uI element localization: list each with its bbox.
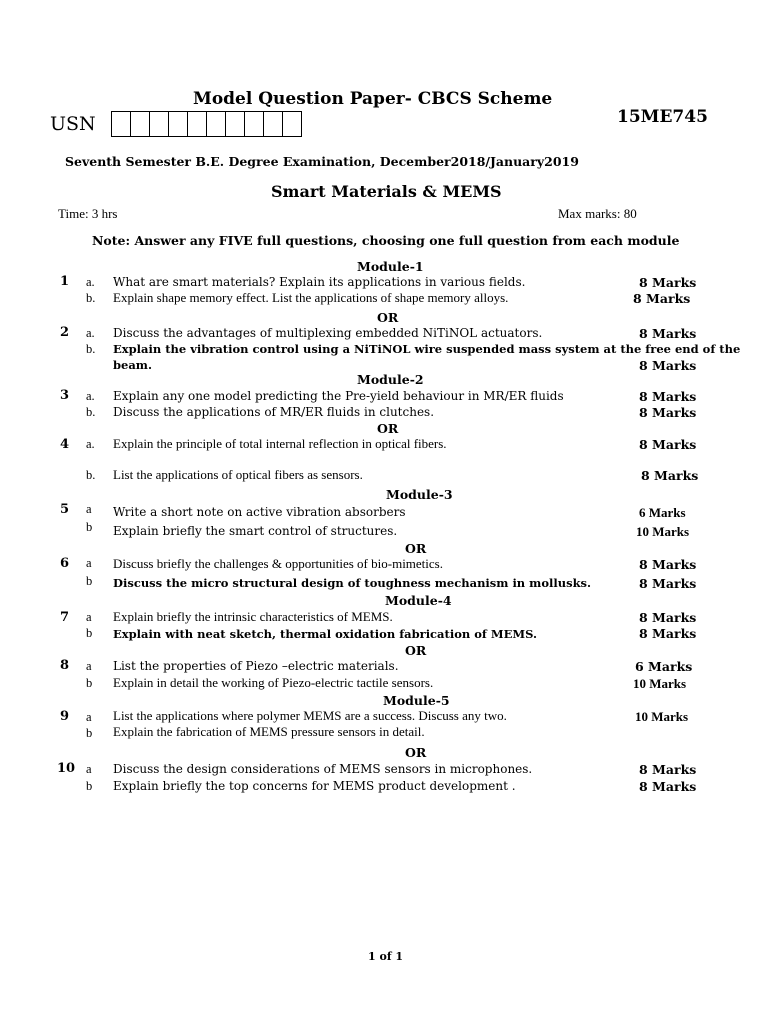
question-number: 8 (60, 658, 70, 673)
question-text: Discuss the micro structural design of toughness mechanism in mollusks. (113, 576, 592, 590)
part-label: a. (86, 275, 95, 289)
question-marks: 8 Marks (639, 326, 697, 341)
part-label: b. (86, 468, 96, 482)
part-label: b (86, 574, 93, 588)
question-text: Explain shape memory effect. List the applications of shape memory alloys. (113, 290, 509, 305)
question-number: 2 (60, 325, 70, 340)
question-marks: 6 Marks (635, 659, 693, 674)
question-text: Explain with neat sketch, thermal oxidation fabrication of MEMS. (113, 627, 537, 641)
part-label: a. (86, 389, 95, 403)
question-text: What are smart materials? Explain its applications in various fields. (113, 275, 526, 289)
question-text: Explain the principle of total internal reflection in optical fibers. (113, 436, 447, 451)
course-code: 15ME745 (617, 107, 708, 127)
question-number: 7 (60, 610, 70, 625)
usn-label: USN (50, 113, 96, 135)
question-marks: 8 Marks (633, 291, 691, 306)
part-label: a (86, 710, 92, 724)
question-text: List the applications where polymer MEMS are a success. Discuss any two. (113, 708, 507, 723)
question-text: Write a short note on active vibration absorbers (113, 505, 406, 519)
question-marks: 8 Marks (639, 437, 697, 452)
question-number: 10 (57, 761, 76, 776)
question-number: 4 (60, 437, 70, 452)
usn-box (244, 111, 264, 137)
paper-title: Model Question Paper- CBCS Scheme (193, 89, 553, 109)
usn-box (225, 111, 245, 137)
module-heading: Module-5 (383, 693, 450, 708)
part-label: a (86, 502, 92, 516)
question-text: List the properties of Piezo –electric materials. (113, 659, 399, 673)
part-label: a. (86, 326, 95, 340)
question-text: Explain any one model predicting the Pre-yield behaviour in MR/ER fluids (113, 389, 564, 403)
usn-box (130, 111, 150, 137)
max-marks: Max marks: 80 (558, 206, 637, 221)
subject-title: Smart Materials & MEMS (271, 182, 502, 201)
part-label: b (86, 779, 93, 793)
question-marks: 8 Marks (639, 762, 697, 777)
or-separator: OR (405, 745, 427, 760)
question-number: 1 (60, 274, 70, 289)
question-text: Discuss the applications of MR/ER fluids in clutches. (113, 405, 435, 419)
question-marks: 8 Marks (639, 779, 697, 794)
question-marks: 8 Marks (639, 405, 697, 420)
question-text: Discuss the advantages of multiplexing embedded NiTiNOL actuators. (113, 326, 543, 340)
question-marks: 8 Marks (639, 610, 697, 625)
part-label: b. (86, 291, 96, 305)
instruction-note: Note: Answer any FIVE full questions, choosing one full question from each module (92, 233, 680, 248)
question-marks: 8 Marks (639, 275, 697, 290)
exam-title: Seventh Semester B.E. Degree Examination, December2018/January2019 (65, 154, 579, 169)
question-number: 5 (60, 502, 70, 517)
or-separator: OR (405, 541, 427, 556)
usn-box (206, 111, 226, 137)
part-label: b (86, 626, 93, 640)
question-number: 6 (60, 556, 70, 571)
question-marks: 8 Marks (639, 358, 697, 373)
usn-box (187, 111, 207, 137)
question-marks: 10 Marks (635, 709, 689, 724)
part-label: a. (86, 437, 95, 451)
question-text: Explain briefly the intrinsic characteristics of MEMS. (113, 609, 393, 624)
question-number: 9 (60, 709, 70, 724)
part-label: b. (86, 405, 96, 419)
question-text-cont: beam. (113, 358, 152, 372)
question-text: Discuss the design considerations of MEMS sensors in microphones. (113, 762, 533, 776)
usn-box (263, 111, 283, 137)
question-text: Explain the vibration control using a NiTiNOL wire suspended mass system at the free end of the (113, 342, 741, 356)
part-label: a (86, 762, 92, 776)
or-separator: OR (405, 643, 427, 658)
part-label: b (86, 676, 93, 690)
question-text: List the applications of optical fibers as sensors. (113, 467, 363, 482)
question-marks: 8 Marks (639, 626, 697, 641)
question-marks: 10 Marks (636, 524, 690, 539)
exam-time: Time: 3 hrs (58, 206, 118, 221)
or-separator: OR (377, 421, 399, 436)
question-text: Explain the fabrication of MEMS pressure sensors in detail. (113, 724, 425, 739)
usn-box (149, 111, 169, 137)
question-marks: 8 Marks (639, 557, 697, 572)
or-separator: OR (377, 310, 399, 325)
module-heading: Module-3 (386, 487, 453, 502)
question-text: Discuss briefly the challenges & opportunities of bio-mimetics. (113, 556, 443, 571)
question-number: 3 (60, 388, 70, 403)
page-number: 1 of 1 (368, 950, 404, 963)
module-heading: Module-2 (357, 372, 424, 387)
module-heading: Module-4 (385, 593, 452, 608)
part-label: a (86, 556, 92, 570)
part-label: a (86, 659, 92, 673)
question-text: Explain briefly the smart control of structures. (113, 524, 398, 538)
question-marks: 8 Marks (641, 468, 699, 483)
question-marks: 6 Marks (639, 505, 686, 520)
module-heading: Module-1 (357, 259, 424, 274)
question-marks: 8 Marks (639, 576, 697, 591)
part-label: a (86, 610, 92, 624)
usn-boxes (111, 111, 301, 137)
question-marks: 10 Marks (633, 676, 687, 691)
usn-box (111, 111, 131, 137)
usn-box (282, 111, 302, 137)
question-text: Explain briefly the top concerns for MEMS product development . (113, 779, 516, 793)
part-label: b (86, 520, 93, 534)
part-label: b (86, 726, 93, 740)
question-marks: 8 Marks (639, 389, 697, 404)
usn-box (168, 111, 188, 137)
part-label: b. (86, 342, 96, 356)
question-text: Explain in detail the working of Piezo-electric tactile sensors. (113, 675, 434, 690)
